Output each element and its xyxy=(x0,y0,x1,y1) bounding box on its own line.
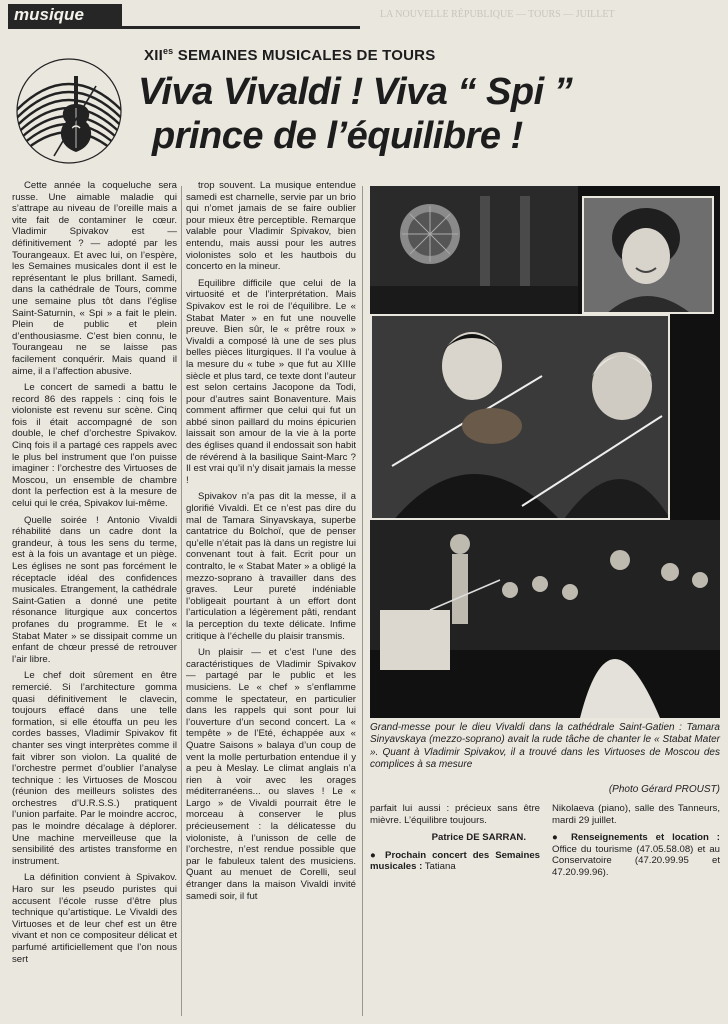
violin-logo-icon xyxy=(14,56,124,166)
closing-paragraph: parfait lui aussi : précieux sans être mièvre. L’équilibre toujours. xyxy=(370,803,540,826)
headline-line-1: Viva Vivaldi ! Viva “ Spi ” xyxy=(138,71,573,113)
section-rubric: musique xyxy=(8,4,122,26)
paragraph: Le concert de samedi a battu le record 86 des rappels : cinq fois le violoniste est revenu sur scène. Cinq fois il était accompagné de son double, le chef d’orchestre Spivakov. Cinq fois il a partagé ces rappels avec le plus bel instrument que l’on puisse imaginer : l’orchestre des Virtuoses de Moscou, un ensemble de chambre dont la perfection est à la mesure de celui qui le créa, Spivakov lui-même. xyxy=(12,382,177,510)
cathedral-photo xyxy=(370,186,578,316)
orchestra-photo xyxy=(370,520,720,718)
column-divider xyxy=(362,186,363,1016)
article-column-1 xyxy=(12,180,177,970)
author-signature: Patrice DE SARRAN. xyxy=(431,832,526,844)
faint-masthead: LA NOUVELLE RÉPUBLIQUE — TOURS — JUILLET xyxy=(380,9,615,20)
paragraph: trop souvent. La musique entendue samedi est charnelle, servie par un brio qui n’omet jamais de se faire oublier pour mieux être perceptible. Remarque valable pour Vladimir Spivakov, bien entendu, mais aussi pour les autres violonistes solo et les hautbois du concerto en la mineur. xyxy=(186,180,356,273)
article-headline xyxy=(138,70,718,158)
paragraph: Equilibre difficile que celui de la virtuosité et de l’interprétation. Mais Spivakov est le roi de l’équilibre. Le « Stabat Mater » en fut une nouvelle preuve. Bien sûr, le « prêtre roux » Vivaldi a composé là une de ses plus belles pièces liturgiques. Il l’a voulue à la mesure du « tube » que fut au XIIIe siècle et plus tard, ce texte dont l’auteur est selon certains Jacopone da Todi, pour d’autres saint Bonaventure. Mais comment affirmer que celui qui fut un abbé sinon paillard du moins épicurien laissait son amour de la vie à la porte des églises quand il endossait son habit de révérend à la basilique Saint-Marc ? Il est vrai qu’il n’y disait jamais la messe ! xyxy=(186,277,356,486)
article-column-3 xyxy=(370,803,540,879)
singer-portrait-photo xyxy=(582,196,714,314)
next-concert-note: ● Prochain concert des Semaines musicales : Tatiana xyxy=(370,849,540,873)
next-concert-continued: Nikolaeva (piano), salle des Tanneurs, mardi 29 juillet. xyxy=(552,803,720,826)
booking-info: ● Renseignements et location : Office du tourisme (47.05.58.08) et au Conservatoire (47.20.99.95 et 47.20.99.96). xyxy=(552,832,720,878)
violinists-photo xyxy=(370,314,670,520)
paragraph: Quelle soirée ! Antonio Vivaldi réhabilité dans un cadre dont la grandeur, à tous les sens du terme, est à la fois un avantage et un piège. Les églises ne sont pas forcément le réceptacle idéal des confidences musicales. Etrangement, la cathédrale Saint-Gatien a donné une petite résonance liturgique aux concertos profanes du programme. Et le « Stabat Mater » se dissipait comme un enfant de chœur pressé de retrouver l’air libre. xyxy=(12,514,177,665)
article-column-2 xyxy=(186,180,356,907)
photo-collage xyxy=(370,186,720,718)
header-rule xyxy=(8,26,360,29)
paragraph: La définition convient à Spivakov. Haro sur les pseudo puristes qui accusent l’école russe d’être plus technique qu’artistique. Le Vivaldi des Virtuoses et de leur chef est un être vivant et non ce compositeur délicat et parfumé artificiellement que l’on nous sert xyxy=(12,872,177,965)
article-column-4 xyxy=(552,803,720,885)
paragraph: Le chef doit sûrement en être remercié. Si l’architecture gomma quasi définitivement le clavecin, toujours effacé dans une telle formation, si elle étouffa un peu les cordes basses, Vladimir Spivakov fit chanter ses vingt interprètes comme il fait vibrer son violon. La qualité de l’orchestre permet d’oublier l’analyse technique : les Virtuoses de Moscou (réunion des meilleurs solistes des orchestres d’U.R.S.S.) pratiquent l’union parfaite. Par le moindre accroc, pas le moindre décalage à déplorer. Une machine merveilleuse que la sensibilité des artistes transforme en instrument. xyxy=(12,670,177,867)
paragraph: Spivakov n’a pas dit la messe, il a glorifié Vivaldi. Et ce n’est pas dire du mal de Tamara Sinyavskaya, superbe cantatrice du Bolchoï, que de penser qu’elle n’était pas là dans un registre lui convenant tout à fait. Ecrit pour un contralto, le « Stabat Mater » a obligé la mezzo-soprano à travailler dans des graves. Leur pureté indéniable l’obligeait pourtant à un effort dont l’articulation a légèrement pâti, rendant la perception du texte délicate. Infime critique à l’échelle du plaisir transmis. xyxy=(186,491,356,642)
paragraph: Cette année la coqueluche sera russe. Une aimable maladie qui s’attrape au niveau de l’oreille mais a vite fait de contaminer le cœur. Vladimir Spivakov est — définitivement ? — adopté par les Tourangeaux. Et avec lui, on l’espère, les Semaines musicales dont il est le représentant le plus brillant. Samedi, dans la cathédrale de Tours, comme une semaine plus tôt dans l’église Saint-Saturnin, « Spi » a fait le plein. Plein de public et plein d’enthousiasme. C’est bien connu, le Tourangeau ne se laisse pas facilement conquérir. Mais quand il aime, il a l’affection abusive. xyxy=(12,180,177,377)
festival-overline: $XII^{es}$ SEMAINES MUSICALES DE TOURS xyxy=(144,46,436,64)
column-divider xyxy=(181,186,182,1016)
photo-credit: (Photo Gérard PROUST) xyxy=(608,784,720,795)
headline-line-2: prince de l’équilibre ! xyxy=(152,115,523,157)
paragraph: Un plaisir — et c’est l’une des caractéristiques de Vladimir Spivakov — partagé par le public et les musiciens. Le « chef » s’enflamme comme le spectateur, en particulier dans les rappels qui sont pour lui l’ouverture d’un second concert. La « tempête » de l’Eté, échappée aux « Quatre Saisons » balaya d’un coup de vent la molle perturbation entendue il y a peu à Meslay. Le climat anglais n’a rien à voir avec les orages méditerranéens... ou slaves ! Le « Largo » de Vivaldi pourrait être le morceau à conserver le plus précieusement : la délicatesse du violoniste, à l’unisson de celle de l’orchestre, n’est rendue possible que par le fabuleux talent des musiciens. Quant au menuet de Corelli, seul étranger dans la maison Vivaldi invité samedi soir, il fut xyxy=(186,647,356,902)
photo-caption: Grand-messe pour le dieu Vivaldi dans la cathédrale Saint-Gatien : Tamara Sinyavskaya (mezzo-soprano) avait la rude tâche de chanter le « Stabat Mater ». Quant à Vladimir Spivakov, il a trouvé dans les Virtuoses de Moscou des complices à sa mesure xyxy=(370,722,720,771)
